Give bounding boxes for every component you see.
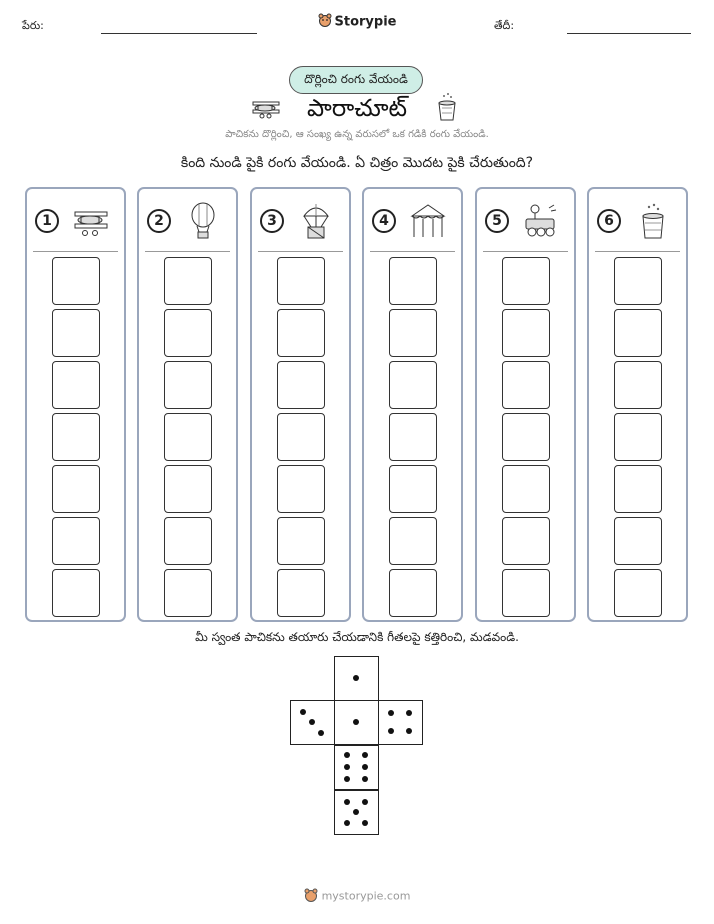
color-box[interactable]: [164, 361, 212, 409]
name-label: పేరు:: [22, 19, 44, 32]
date-line[interactable]: [567, 33, 691, 34]
dice-pip: [388, 710, 394, 716]
color-box[interactable]: [164, 465, 212, 513]
color-box[interactable]: [277, 309, 325, 357]
page-title: పారాచూట్: [306, 94, 408, 122]
color-box[interactable]: [389, 465, 437, 513]
dice-face: [378, 700, 423, 745]
color-box[interactable]: [389, 309, 437, 357]
color-box[interactable]: [52, 465, 100, 513]
color-box[interactable]: [389, 413, 437, 461]
color-box[interactable]: [277, 517, 325, 565]
color-box[interactable]: [164, 413, 212, 461]
name-line[interactable]: [101, 33, 257, 34]
column-divider: [33, 251, 118, 252]
parachute-crate-icon: [296, 202, 336, 240]
color-box[interactable]: [52, 361, 100, 409]
column-divider: [370, 251, 455, 252]
dice-pip: [318, 730, 324, 736]
dice-face: [334, 745, 379, 790]
color-box[interactable]: [389, 257, 437, 305]
dice-pip: [344, 764, 350, 770]
color-box[interactable]: [52, 309, 100, 357]
dice-pip: [353, 719, 359, 725]
dice-pip: [353, 675, 359, 681]
column-3: [250, 187, 351, 622]
dice-pip: [300, 709, 306, 715]
color-box[interactable]: [502, 465, 550, 513]
color-box[interactable]: [614, 569, 662, 617]
dice-pip: [388, 728, 394, 734]
dice-face: [334, 790, 379, 835]
color-box[interactable]: [164, 517, 212, 565]
color-box[interactable]: [277, 257, 325, 305]
dice-instruction: మీ స్వంత పాచికను తయారు చేయడానికి గీతలపై కత్తిరించి, మడవండి.: [195, 630, 519, 644]
color-box[interactable]: [164, 309, 212, 357]
column-4: [362, 187, 463, 622]
color-box[interactable]: [277, 465, 325, 513]
dice-pip: [344, 776, 350, 782]
color-box[interactable]: [389, 569, 437, 617]
dice-face: [334, 656, 379, 701]
color-box[interactable]: [52, 517, 100, 565]
color-box[interactable]: [614, 257, 662, 305]
color-box[interactable]: [614, 413, 662, 461]
color-box[interactable]: [52, 413, 100, 461]
color-box[interactable]: [52, 257, 100, 305]
color-box[interactable]: [502, 413, 550, 461]
column-divider: [595, 251, 680, 252]
bucket-icon: [633, 202, 673, 240]
color-box[interactable]: [277, 361, 325, 409]
color-box[interactable]: [502, 257, 550, 305]
column-number: 1: [35, 209, 59, 233]
dice-pip: [362, 820, 368, 826]
color-box[interactable]: [389, 361, 437, 409]
brand: [0, 13, 714, 31]
hot-air-balloon-icon: [183, 202, 223, 240]
canopy-tent-icon: [408, 202, 448, 240]
color-box[interactable]: [614, 361, 662, 409]
column-number: 6: [597, 209, 621, 233]
column-5: [475, 187, 576, 622]
column-divider: [145, 251, 230, 252]
dice-face: [334, 700, 379, 745]
bucket-title-icon: [436, 92, 458, 122]
activity-pill: దొర్లించి రంగు వేయండి: [289, 66, 423, 94]
footer-site: mystorypie.com: [321, 889, 411, 903]
color-box[interactable]: [52, 569, 100, 617]
instruction: కింది నుండి పైకి రంగు వేయండి. ఏ చిత్రం మొదట పైకి చేరుతుంది?: [180, 155, 534, 171]
column-6: [587, 187, 688, 622]
column-2: [137, 187, 238, 622]
dice-pip: [344, 752, 350, 758]
color-box[interactable]: [614, 465, 662, 513]
color-box[interactable]: [502, 517, 550, 565]
color-box[interactable]: [277, 569, 325, 617]
dice-pip: [362, 752, 368, 758]
color-box[interactable]: [389, 517, 437, 565]
color-box[interactable]: [502, 309, 550, 357]
brand-name: Storypie: [334, 14, 397, 30]
color-box[interactable]: [614, 517, 662, 565]
dice-pip: [406, 728, 412, 734]
dice-face: [290, 700, 335, 745]
column-1: [25, 187, 126, 622]
dice-pip: [362, 764, 368, 770]
color-box[interactable]: [502, 361, 550, 409]
footer: [0, 888, 714, 905]
color-box[interactable]: [614, 309, 662, 357]
column-number: 3: [260, 209, 284, 233]
date-label: తేదీ:: [494, 19, 515, 32]
color-box[interactable]: [164, 569, 212, 617]
column-number: 4: [372, 209, 396, 233]
storypie-footer-logo-icon: [304, 888, 318, 905]
subtitle: పాచికను దొర్లించి, ఆ సంఖ్య ఉన్న వరుసలో ఒక గడికి రంగు వేయండి.: [225, 129, 489, 140]
color-box[interactable]: [502, 569, 550, 617]
dice-pip: [362, 799, 368, 805]
dice-pip: [344, 799, 350, 805]
dice-pip: [353, 809, 359, 815]
color-box[interactable]: [164, 257, 212, 305]
storypie-logo-icon: [318, 13, 332, 31]
dice-pip: [344, 820, 350, 826]
column-number: 5: [485, 209, 509, 233]
dice-pip: [309, 719, 315, 725]
color-box[interactable]: [277, 413, 325, 461]
column-divider: [258, 251, 343, 252]
column-number: 2: [147, 209, 171, 233]
rover-icon: [521, 202, 561, 240]
dice-pip: [406, 710, 412, 716]
dice-pip: [362, 776, 368, 782]
column-divider: [483, 251, 568, 252]
biplane-icon: [71, 202, 111, 240]
